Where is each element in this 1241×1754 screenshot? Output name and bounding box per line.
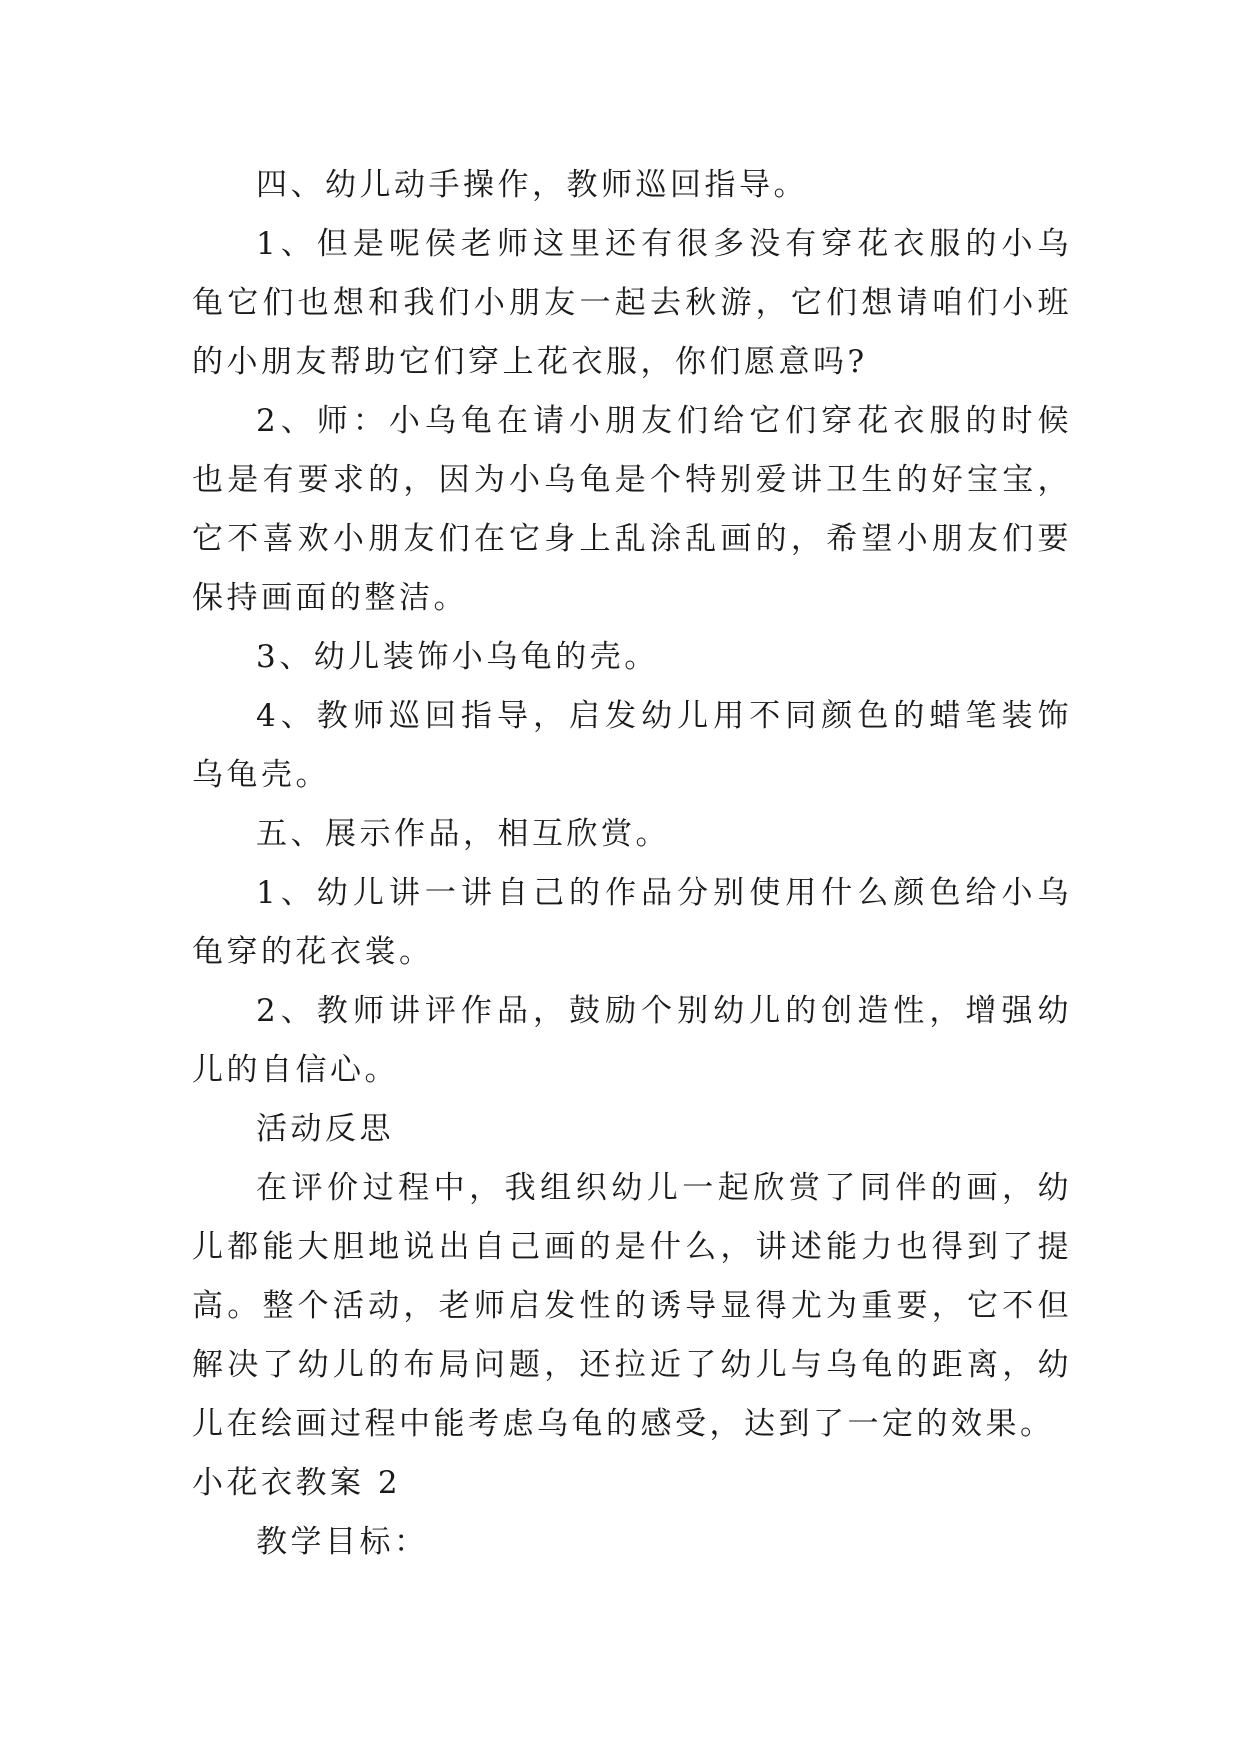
paragraph-teaching-goals: 教学目标： [256,1524,429,1560]
paragraph-step-four-item-2: 2、师：小乌龟在请小朋友们给它们穿花衣服的时候也是有要求的，因为小乌龟是个特别爱讲卫生的好宝宝，它不喜欢小朋友们在它身上乱涂乱画的，希望小朋友们要保持画面的整洁。 [192,403,1072,616]
paragraph-step-four-item-1: 1、但是呢侯老师这里还有很多没有穿花衣服的小乌龟它们也想和我们小朋友一起去秋游，它们想请咱们小班的小朋友帮助它们穿上花衣服，你们愿意吗? [192,226,1072,380]
paragraph-step-five-item-1: 1、幼儿讲一讲自己的作品分别使用什么颜色给小乌龟穿的花衣裳。 [192,875,1072,970]
paragraph-step-five-item-2: 2、教师讲评作品，鼓励个别幼儿的创造性，增强幼儿的自信心。 [192,993,1072,1088]
section-heading-reflection: 活动反思 [256,1111,394,1147]
document-page [192,156,1072,1572]
section-title-lesson-plan-2: 小花衣教案 2 [192,1465,402,1501]
paragraph-step-four: 四、幼儿动手操作，教师巡回指导。 [256,167,808,203]
paragraph-step-four-item-3: 3、幼儿装饰小乌龟的壳。 [256,639,659,675]
paragraph-reflection: 在评价过程中，我组织幼儿一起欣赏了同伴的画，幼儿都能大胆地说出自己画的是什么，讲述能力也得到了提高。整个活动，老师启发性的诱导显得尤为重要，它不但解决了幼儿的布局问题，还拉近了幼儿与乌龟的距离，幼儿在绘画过程中能考虑乌龟的感受，达到了一定的效果。 [192,1170,1072,1442]
paragraph-step-five: 五、展示作品，相互欣赏。 [256,816,670,852]
paragraph-step-four-item-4: 4、教师巡回指导，启发幼儿用不同颜色的蜡笔装饰乌龟壳。 [192,698,1072,793]
